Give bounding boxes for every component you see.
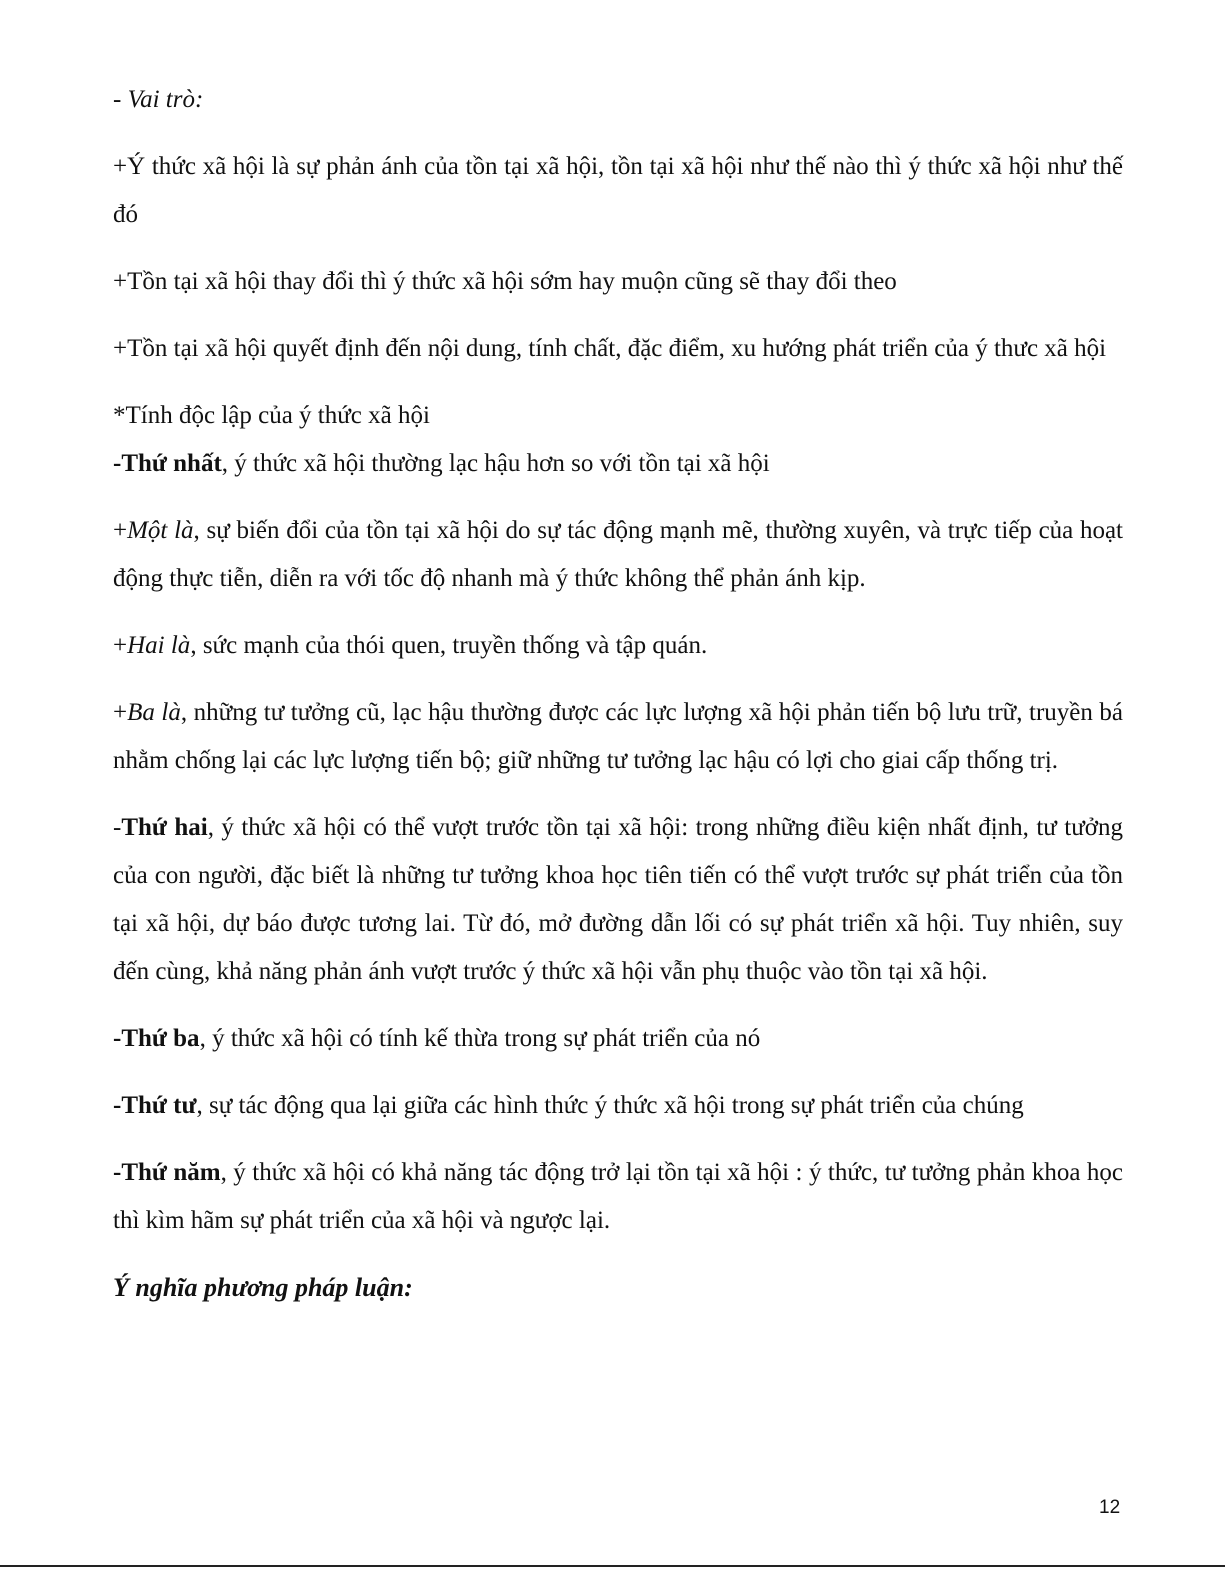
- first-label: -Thứ nhất: [113, 450, 222, 477]
- page-bottom-divider: [0, 1565, 1225, 1567]
- fourth-label: -Thứ tư: [113, 1092, 197, 1119]
- page-content: [113, 76, 1123, 1312]
- paragraph-three: [113, 689, 1123, 785]
- two-prefix: +: [113, 632, 128, 659]
- one-label: Một là: [127, 517, 194, 544]
- three-label: Ba là: [127, 699, 181, 726]
- methodology-heading: Ý nghĩa phương pháp luận:: [113, 1273, 413, 1302]
- paragraph-second: [113, 804, 1123, 996]
- fifth-text: , ý thức xã hội có khả năng tác động trở lại tồn tại xã hội : ý thức, tư tưởng phản khoa học thì kìm hãm sự phát triển của xã hội và ngược lại.: [113, 1159, 1123, 1234]
- paragraph-decides: +Tồn tại xã hội quyết định đến nội dung, tính chất, đặc điểm, xu hướng phát triển của ý thưc xã hội: [113, 335, 1107, 362]
- third-text: , ý thức xã hội có tính kế thừa trong sự phát triển của nó: [199, 1025, 761, 1052]
- second-prefix: -: [113, 814, 122, 841]
- paragraph-change: +Tồn tại xã hội thay đổi thì ý thức xã hội sớm hay muộn cũng sẽ thay đổi theo: [113, 268, 897, 295]
- second-text: , ý thức xã hội có thể vượt trước tồn tại xã hội: trong những điều kiện nhất định, tư tưởng của con người, đặc biết là những tư tưởng khoa học tiên tiến có thể vượt trước sự phát triển của tồn tại xã hội, dự báo được tương lai. Từ đó, mở đường dẫn lối có sự phát triển xã hội. Tuy nhiên, suy đến cùng, khả năng phản ánh vượt trước ý thức xã hội vẫn phụ thuộc vào tồn tại xã hội.: [113, 814, 1123, 985]
- paragraph-third: [113, 1015, 1123, 1063]
- paragraph-first: [113, 440, 1123, 488]
- first-text: , ý thức xã hội thường lạc hậu hơn so với tồn tại xã hội: [221, 450, 770, 477]
- two-label: Hai là: [127, 632, 191, 659]
- two-text: , sức mạnh của thói quen, truyền thống và tập quán.: [190, 632, 708, 659]
- paragraph-reflection: +Ý thức xã hội là sự phản ánh của tồn tại xã hội, tồn tại xã hội như thế nào thì ý thức xã hội như thế đó: [113, 153, 1123, 228]
- second-label: Thứ hai: [121, 814, 208, 841]
- three-prefix: +: [113, 699, 128, 726]
- paragraph-two: [113, 622, 1123, 670]
- page-number: 12: [1099, 1497, 1121, 1518]
- one-prefix: +: [113, 517, 128, 544]
- three-text: , những tư tưởng cũ, lạc hậu thường được các lực lượng xã hội phản tiến bộ lưu trữ, truyền bá nhằm chống lại các lực lượng tiến bộ; giữ những tư tưởng lạc hậu có lợi cho giai cấp thống trị.: [113, 699, 1124, 774]
- paragraph-one: [113, 507, 1123, 603]
- fourth-text: , sự tác động qua lại giữa các hình thức ý thức xã hội trong sự phát triển của chúng: [196, 1092, 1024, 1119]
- role-label: [113, 76, 1123, 124]
- paragraph-fourth: [113, 1082, 1123, 1130]
- independence-heading: *Tính độc lập của ý thức xã hội: [113, 402, 430, 429]
- fifth-label: -Thứ năm: [113, 1159, 221, 1186]
- third-label: -Thứ ba: [113, 1025, 200, 1052]
- role-label-text: - Vai trò:: [113, 86, 204, 113]
- paragraph-fifth: [113, 1149, 1123, 1245]
- one-text: , sự biến đổi của tồn tại xã hội do sự tác động mạnh mẽ, thường xuyên, và trực tiếp của hoạt động thực tiễn, diễn ra với tốc độ nhanh mà ý thức không thể phản ánh kịp.: [113, 517, 1123, 592]
